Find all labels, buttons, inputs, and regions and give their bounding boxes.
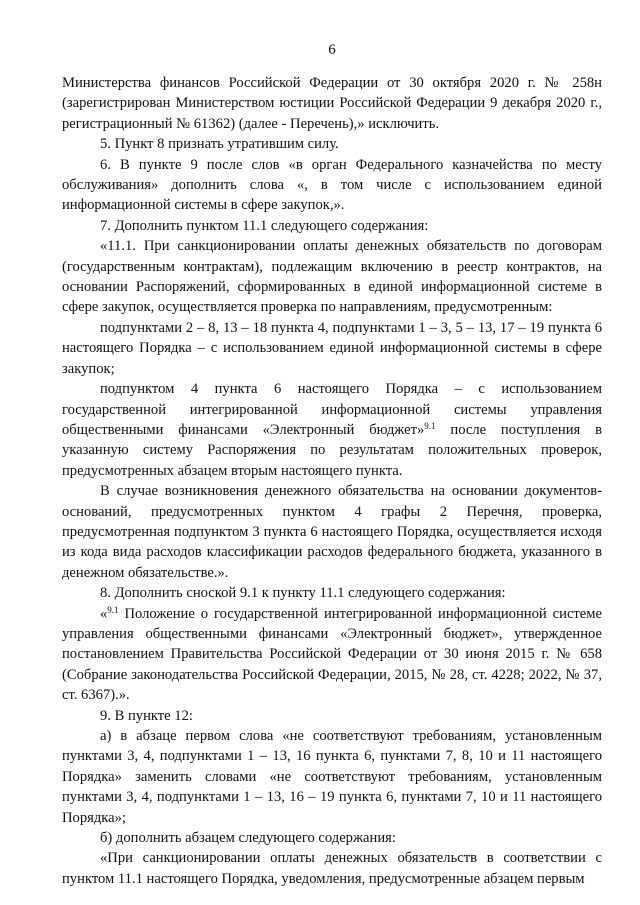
document-page	[62, 0, 602, 889]
footnote-mark-9-1: 9.1	[107, 604, 119, 615]
paragraph-7	[62, 379, 602, 481]
paragraph-8: В случае возникновения денежного обязательства на основании документов-оснований, предусмотренных пунктом 4 графы 2 Перечня, проверка, предусмотренная подпунктом 3 пункта 6 настоящего Порядка, осуществляется исходя из кода вида расходов классификации расходов федерального бюджета, указанного в денежном обязательстве.».	[62, 483, 602, 581]
paragraph-14: «При санкционировании оплаты денежных обязательств в соответствии с пунктом 11.1 настоящего Порядка, уведомления, предусмотренные абзацем первым	[62, 850, 602, 887]
paragraph-10-quote: «	[100, 605, 108, 622]
paragraph-5: «11.1. При санкционировании оплаты денежных обязательств по договорам (государственным контрактам), подлежащим включению в реестр контрактов, на основании Распоряжений, сформированных в единой информационной системе в сфере закупок, осуществляется проверка по направлениям, предусмотренным:	[62, 238, 602, 316]
paragraph-13: б) дополнить абзацем следующего содержания:	[100, 830, 396, 847]
paragraph-12: а) в абзаце первом слова «не соответствуют требованиям, установленным пунктами 3, 4, подпунктами 1 – 13, 16 пункта 6, пунктами 7, 8, 10 и 11 настоящего Порядка» заменить словами «не соответствуют требованиям, установленным пунктами 3, 4, подпунктами 1 – 13, 16 – 19 пункта 6, пунктами 7, 10 и 11 настоящего Порядка»;	[62, 728, 602, 826]
paragraph-10-text: Положение о государственной интегрированной информационной системе управления общественными финансами «Электронный бюджет», утвержденное постановлением Правительства Российской Федерации от 30 июня 2015 г. № 658 (Собрание законодательства Российской Федерации, 2015, № 28, ст. 4228; 2022, № 37, ст. 6367).».	[62, 605, 602, 704]
paragraph-4: 7. Дополнить пунктом 11.1 следующего содержания:	[100, 217, 429, 234]
paragraph-6: подпунктами 2 – 8, 13 – 18 пункта 4, подпунктами 1 – 3, 5 – 13, 17 – 19 пункта 6 настоящего Порядка – с использованием единой информационной системы в сфере закупок;	[62, 319, 602, 377]
footnote-ref-9-1: 9.1	[424, 420, 436, 431]
page-number: 6	[328, 42, 336, 58]
paragraph-11: 9. В пункте 12:	[100, 707, 193, 724]
paragraph-2: 5. Пункт 8 признать утратившим силу.	[100, 136, 339, 153]
paragraph-7-text-a: подпунктом 4 пункта 6 настоящего Порядка – с использованием государственной интегрированной информационной системы управления общественными финансами «Электронный бюджет»	[62, 381, 602, 438]
paragraph-7-text-b: после поступления в указанную систему Распоряжения по результатам положительных проверок, предусмотренных абзацем вторым настоящего пункта.	[62, 421, 602, 479]
paragraph-9: 8. Дополнить сноской 9.1 к пункту 11.1 следующего содержания:	[100, 585, 506, 602]
paragraph-10	[62, 604, 602, 706]
paragraph-3: 6. В пункте 9 после слов «в орган Федерального казначейства по месту обслуживания» дополнить слова «, в том числе с использованием единой информационной системы в сфере закупок,».	[62, 156, 602, 214]
paragraph-1: Министерства финансов Российской Федерации от 30 октября 2020 г. № 258н (зарегистрирован Министерством юстиции Российской Федерации 9 декабря 2020 г., регистрационный № 61362) (далее - Перечень),» исключить.	[62, 75, 602, 132]
